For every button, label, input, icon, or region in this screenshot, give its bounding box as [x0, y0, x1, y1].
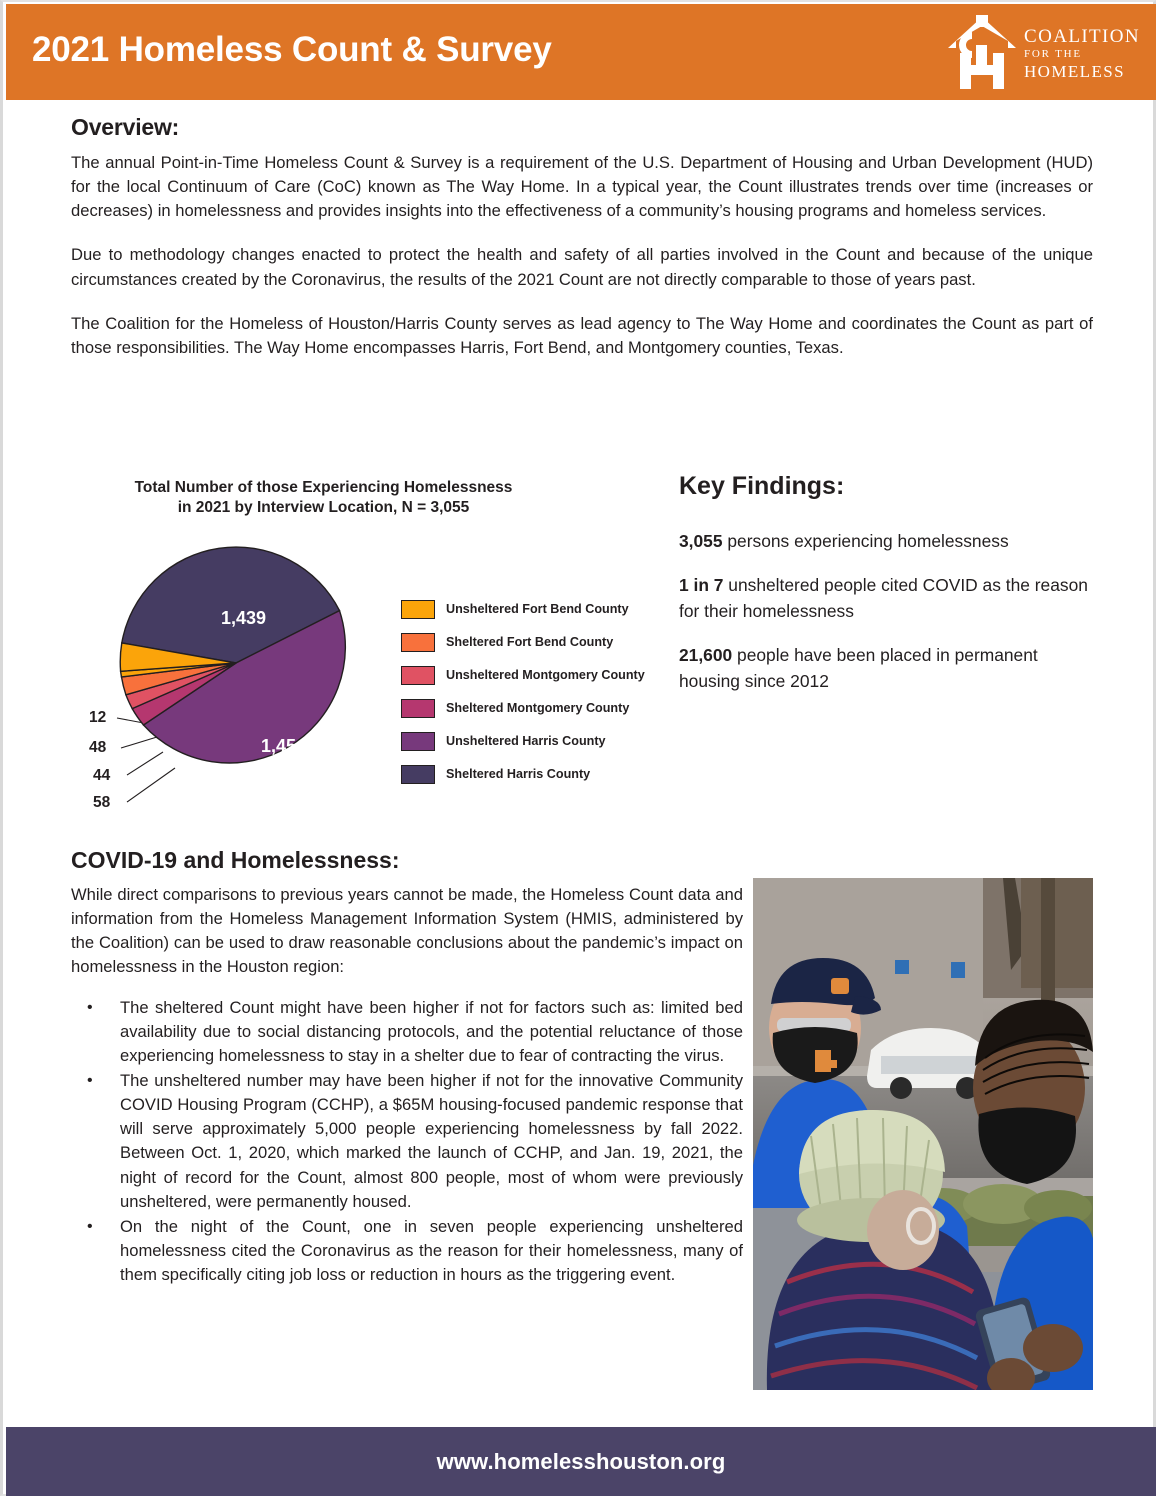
legend-label-sheltered-fort-bend: Sheltered Fort Bend County [446, 635, 614, 649]
key-finding-stat: 21,600 [679, 645, 733, 666]
chart-title-line-1: Total Number of those Experiencing Homelessness [134, 479, 513, 496]
key-findings-heading: Key Findings: [679, 472, 845, 500]
footer-website-url[interactable]: www.homelesshouston.org [436, 1448, 726, 1474]
pie-callout-sheltered-fort-bend: 48 [89, 739, 107, 756]
overview-heading: Overview: [71, 114, 180, 140]
legend-swatch-unsheltered-fort-bend [401, 600, 435, 619]
key-finding-item [679, 529, 1099, 554]
logo-line-2: FOR THE [1024, 48, 1082, 60]
legend-label-sheltered-montgomery: Sheltered Montgomery County [446, 701, 630, 715]
key-finding-stat: 3,055 [679, 531, 723, 551]
key-finding-text: persons experiencing homelessness [722, 531, 1009, 551]
list-item [71, 1069, 743, 1214]
key-findings-section [679, 472, 1099, 713]
bullet-icon: • [87, 1071, 93, 1089]
legend-swatch-sheltered-montgomery [401, 699, 435, 718]
legend-item [401, 763, 671, 785]
pie-graphic [117, 544, 355, 782]
house-ch-logo-icon [946, 15, 1018, 90]
key-finding-text: people have been placed in permanent housing since 2012 [679, 645, 1038, 691]
list-item-text: On the night of the Count, one in seven people experiencing unsheltered homelessness cited the Coronavirus as the reason for their homelessness, many of them specifically citing job loss or reduction in hours as the triggering event. [120, 1216, 743, 1285]
legend-item [401, 697, 671, 719]
covid-intro-paragraph: While direct comparisons to previous years cannot be made, the Homeless Count data and information from the Homeless Management Information System (HMIS, administered by the Coalition) can be used to draw reasonable conclusions about the pandemic’s impact on homelessness in the Houston region: [71, 885, 743, 977]
chart-and-findings-row [71, 472, 1093, 832]
list-item-text: The unsheltered number may have been higher if not for the innovative Community COVID Housing Program (CCHP), a $65M housing-focused pandemic response that will serve approximately 5,000 people experiencing homelessness by fall 2022. Between Oct. 1, 2020, which marked the launch of CCHP, and Jan. 19, 2021, the night of record for the Count, almost 800 people, most of whom were previously unsheltered, were permanently housed. [120, 1070, 743, 1211]
legend-swatch-sheltered-fort-bend [401, 633, 435, 652]
key-finding-item [679, 573, 1099, 624]
chart-legend [401, 598, 671, 785]
bullet-icon: • [87, 1217, 93, 1235]
overview-paragraph-3: The Coalition for the Homeless of Houston/Harris County serves as lead agency to The Way Home and coordinates the Count as part of those responsibilities. The Way Home encompasses Harris, Fort Bend, and Montgomery counties, Texas. [71, 313, 1093, 357]
key-finding-stat: 1 in 7 [679, 575, 724, 596]
key-finding-text: unsheltered people cited COVID as the reason for their homelessness [679, 575, 1088, 621]
list-item-text: The sheltered Count might have been higher if not for factors such as: limited bed availability due to social distancing protocols, and the potential reluctance of those experiencing homelessness to stay in a shelter due to fear of contracting the virus. [120, 997, 743, 1065]
legend-item [401, 730, 671, 752]
legend-label-unsheltered-fort-bend: Unsheltered Fort Bend County [446, 602, 629, 616]
legend-swatch-unsheltered-harris [401, 732, 435, 751]
overview-paragraph-2: Due to methodology changes enacted to protect the health and safety of all parties involved in the Count and because of the unique circumstances created by the Coronavirus, the results of the 2021 Count are not directly comparable to those of years past. [71, 245, 1093, 289]
pie-label-unsheltered-harris: 1,454 [261, 736, 307, 756]
legend-swatch-sheltered-harris [401, 765, 435, 784]
volunteers-surveying-photo [753, 878, 1093, 1390]
pie-callout-unsheltered-fort-bend: 12 [89, 709, 107, 726]
list-item [71, 1215, 743, 1287]
logo-wordmark [1024, 27, 1140, 80]
legend-item [401, 631, 671, 653]
logo-line-1: COALITION [1024, 26, 1141, 47]
page-footer [6, 1427, 1156, 1496]
logo-line-3: HOMELESS [1024, 62, 1125, 81]
covid-section [71, 847, 743, 1288]
overview-section [71, 114, 1093, 360]
legend-item [401, 664, 671, 686]
pie-callout-unsheltered-montgomery: 44 [93, 767, 111, 784]
legend-swatch-unsheltered-montgomery [401, 666, 435, 685]
bullet-icon: • [87, 998, 93, 1016]
key-finding-item [679, 643, 1099, 694]
chart-title [71, 478, 576, 518]
overview-paragraph-1: The annual Point-in-Time Homeless Count & Survey is a requirement of the U.S. Department of Housing and Urban Development (HUD) for the local Continuum of Care (CoC) known as The Way Home. In a typical year, the Count illustrates trends over time (increases or decreases) in homelessness and provides insights into the effectiveness of a community’s housing programs and homeless services. [71, 153, 1093, 221]
covid-bullet-list [71, 996, 743, 1288]
pie-chart [71, 472, 671, 827]
coalition-logo [946, 15, 1141, 90]
list-item [71, 996, 743, 1068]
page-title: 2021 Homeless Count & Survey [32, 30, 552, 69]
covid-heading: COVID-19 and Homelessness: [71, 847, 400, 873]
legend-label-sheltered-harris: Sheltered Harris County [446, 767, 591, 781]
pie-label-sheltered-harris: 1,439 [221, 608, 267, 628]
page-header [6, 4, 1156, 100]
chart-title-line-2: in 2021 by Interview Location, N = 3,055 [177, 499, 470, 517]
legend-label-unsheltered-montgomery: Unsheltered Montgomery County [446, 668, 645, 682]
legend-label-unsheltered-harris: Unsheltered Harris County [446, 734, 606, 748]
legend-item [401, 598, 671, 620]
pie-callout-sheltered-montgomery: 58 [93, 794, 111, 811]
